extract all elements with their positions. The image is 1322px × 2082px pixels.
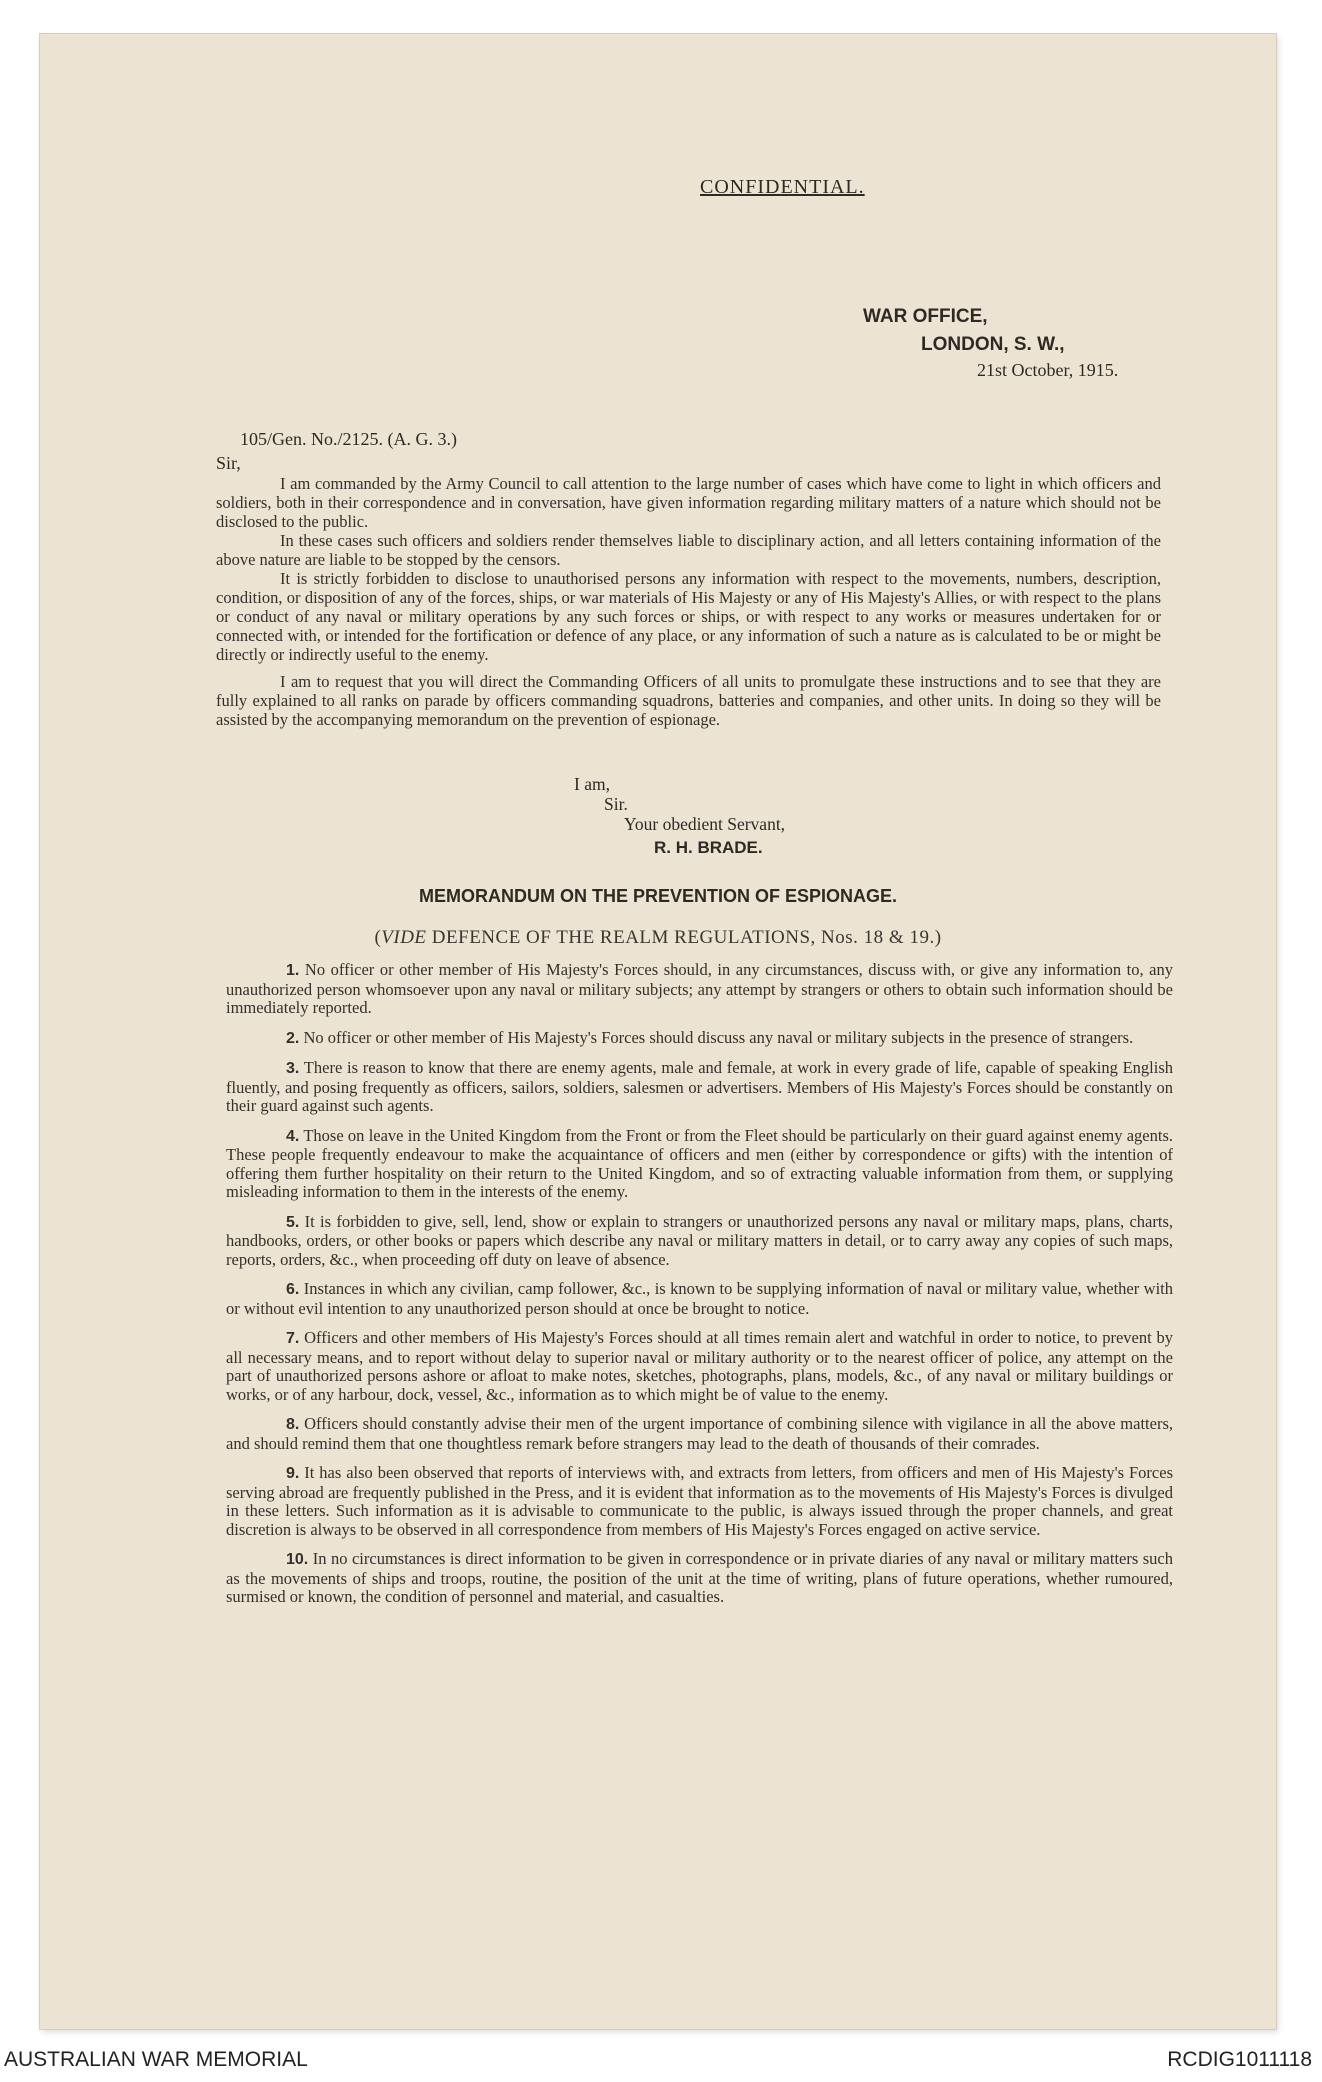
salutation: Sir,	[216, 453, 241, 473]
memo-subtitle-vide: VIDE	[381, 927, 427, 948]
letter-closing	[574, 774, 785, 858]
letter-paragraph: I am to request that you will direct the Commanding Officers of all units to promulgate these instructions and to see that they are fully explained to all ranks on parade by officers commanding squadrons, batteries and companies, and other units. In doing so they will be assisted by the accompanying memorandum on the prevention of espionage.	[216, 672, 1161, 729]
memo-item-text: Officers and other members of His Majesty's Forces should at all times remain alert and watchful in order to notice, to prevent by all necessary means, and to report without delay to superior naval or military authority or to the nearest officer of police, any attempt on the part of unauthorized persons ashore or afloat to make notes, sketches, photographs, plans, models, &c., of any naval or military buildings or works, or of any harbour, dock, vessel, &c., information as to which might be of value to the enemy.	[226, 1328, 1173, 1404]
document-sheet	[40, 34, 1276, 2029]
memo-item	[226, 1213, 1173, 1270]
memo-subtitle-paren: (	[374, 927, 382, 948]
memo-item	[226, 1059, 1173, 1116]
closing-line: Your obedient Servant,	[624, 814, 786, 834]
memo-item-text: No officer or other member of His Majesty's Forces should discuss any naval or military subjects in the presence of strangers.	[303, 1027, 1134, 1047]
memo-item-text: Officers should constantly advise their men of the urgent importance of combining silence with vigilance in all the above matters, and should remind them that one thoughtless remark before strangers may lead to the death of thousands of their comrades.	[226, 1414, 1173, 1453]
memo-item-number: 7.	[286, 1330, 300, 1347]
memo-subtitle-text: DEFENCE OF THE REALM REGULATIONS, Nos. 18 & 19.)	[431, 927, 942, 948]
letter-body	[216, 474, 1161, 729]
letter-date: 21st October, 1915.	[977, 360, 1119, 380]
memo-item	[226, 1280, 1173, 1318]
signature: R. H. BRADE.	[654, 838, 763, 857]
memo-item-number: 3.	[286, 1060, 300, 1077]
confidential-heading: CONFIDENTIAL.	[700, 176, 865, 198]
memo-item-number: 10.	[286, 1551, 309, 1568]
memo-item-text: In no circumstances is direct information to be given in correspondence or in private diaries of any naval or military matters such as the movements of ships and troops, routine, the position of the unit at the time of writing, plans of future operations, whether rumoured, surmised or known, the condition of personnel and material, and casualties.	[226, 1549, 1174, 1606]
memo-item-number: 4.	[286, 1127, 300, 1145]
memo-item-number: 6.	[286, 1281, 300, 1298]
memo-item-number: 9.	[286, 1465, 300, 1482]
closing-line: Sir.	[604, 794, 628, 814]
office-line-2: LONDON, S. W.,	[921, 334, 1065, 355]
memo-item-text: No officer or other member of His Majesty's Forces should, in any circumstances, discuss with, or give any information to, any unauthorized person whomsoever upon any naval or military subjects; any attempt by strangers or others to obtain such information should be immediately reported.	[226, 960, 1174, 1017]
memo-item-text: Instances in which any civilian, camp follower, &c., is known to be supplying information of naval or military value, whether with or without evil intention to any unauthorized person should at once be brought to notice.	[226, 1279, 1174, 1318]
memo-item-text: Those on leave in the United Kingdom from the Front or from the Fleet should be particularly on their guard against enemy agents. These people frequently endeavour to make the acquaintance of officers and men (either by correspondence or gifts) with the intention of offering them further hospitality on their return to the United Kingdom, and so of extracting valuable information from them, or supplying misleading information to them in the interests of the enemy.	[226, 1125, 1174, 1201]
sender-address	[800, 306, 1140, 381]
memo-items	[226, 961, 1173, 1618]
letter-paragraph: I am commanded by the Army Council to call attention to the large number of cases which have come to light in which officers and soldiers, both in their correspondence and in conversation, have given information regarding military matters of a nature which should not be disclosed to the public.	[216, 474, 1161, 531]
memo-item-text: There is reason to know that there are enemy agents, male and female, at work in every grade of life, capable of speaking English fluently, and posing frequently as officers, sailors, soldiers, salesmen or advertisers. Members of His Majesty's Forces should be constantly on their guard against such agents.	[226, 1058, 1173, 1115]
reference-number: 105/Gen. No./2125. (A. G. 3.)	[240, 429, 457, 449]
memo-item	[226, 1550, 1173, 1607]
memo-item-number: 1.	[286, 962, 300, 979]
memo-item-text: It has also been observed that reports of interviews with, and extracts from letters, from officers and men of His Majesty's Forces serving abroad are frequently published in the Press, and it is evident that information as to the movements of His Majesty's Forces is divulged in these letters. Such information as it is advisable to communicate to the public, is always issued through the proper channels, and great discretion is always to be observed in all correspondence from members of His Majesty's Forces engaged on active service.	[226, 1463, 1173, 1539]
letter-paragraph: In these cases such officers and soldiers render themselves liable to disciplinary action, and all letters containing information of the above nature are liable to be stopped by the censors.	[216, 531, 1161, 569]
closing-line: I am,	[574, 774, 610, 794]
footer-id: RCDIG1011118	[1167, 2048, 1312, 2071]
memo-item-text: It is forbidden to give, sell, lend, show or explain to strangers or unauthorized persons any naval or military maps, plans, charts, handbooks, orders, or other books or papers which describe any naval or military matters in detail, or to carry away any copies of such maps, reports, orders, &c., when proceeding off duty on leave of absence.	[226, 1211, 1173, 1269]
memo-item	[226, 1127, 1173, 1202]
memo-item-number: 5.	[286, 1213, 300, 1231]
office-line-1: WAR OFFICE,	[863, 306, 988, 327]
memo-title: MEMORANDUM ON THE PREVENTION OF ESPIONAGE.	[418, 886, 898, 906]
memo-item	[226, 1415, 1173, 1453]
letter-paragraph: It is strictly forbidden to disclose to unauthorised persons any information with respect to the movements, numbers, description, condition, or disposition of any of the forces, ships, or war materials of His Majesty or any of His Majesty's Allies, or with respect to the plans or conduct of any naval or military operations by any such forces or ships, or with respect to any works or measures undertaken for or connected with, or intended for the fortification or defence of any place, or any information of such a nature as is calculated to be or might be directly or indirectly useful to the enemy.	[216, 569, 1161, 664]
footer-source: AUSTRALIAN WAR MEMORIAL	[4, 2048, 308, 2071]
memo-item	[226, 961, 1173, 1018]
memo-subtitle	[40, 927, 1276, 949]
memo-item	[226, 1329, 1173, 1404]
memo-item-number: 2.	[286, 1029, 300, 1047]
memo-item	[226, 1029, 1173, 1049]
memo-item-number: 8.	[286, 1416, 300, 1433]
memo-item	[226, 1464, 1173, 1539]
